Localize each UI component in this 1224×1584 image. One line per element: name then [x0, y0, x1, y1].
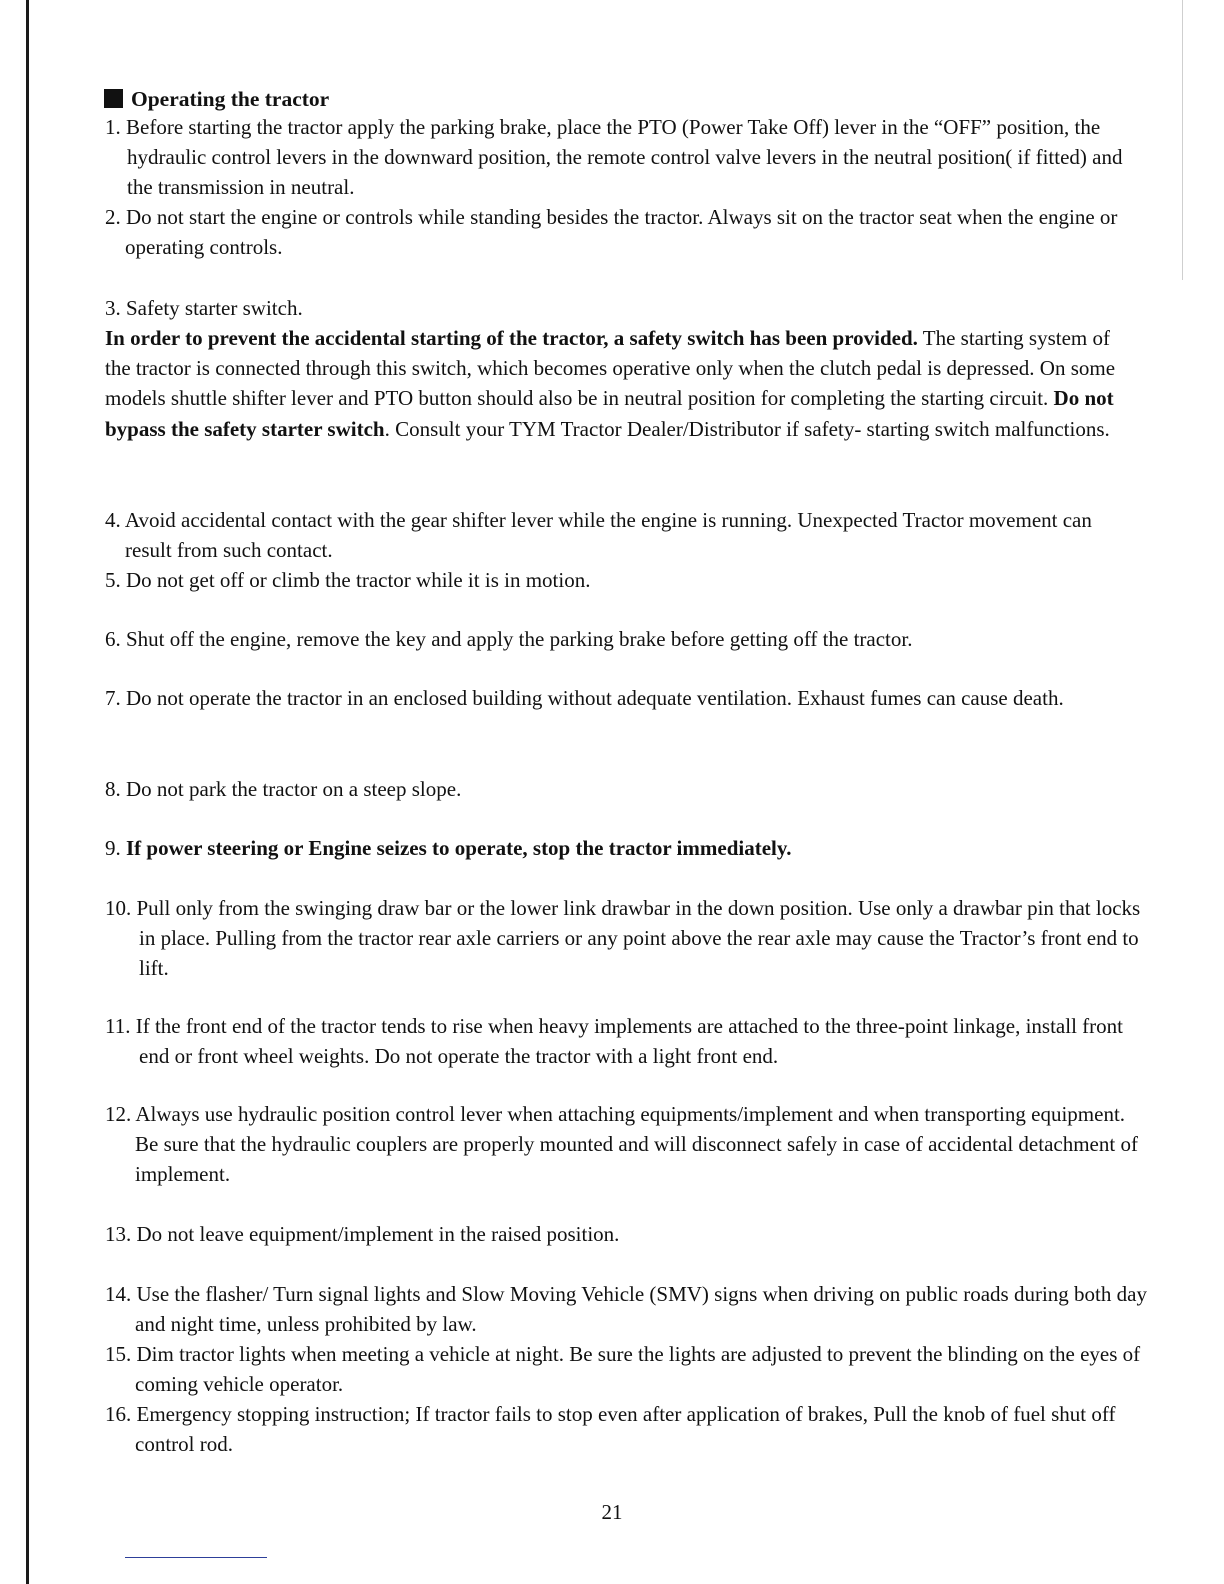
item-number: 5.: [105, 568, 121, 592]
scan-left-edge: [26, 0, 29, 1584]
item-number: 4.: [105, 508, 121, 532]
section-heading: [104, 84, 329, 114]
square-bullet-icon: [104, 89, 123, 108]
list-item-2: [105, 202, 1143, 262]
list-item-10: [105, 893, 1157, 984]
item-number: 11.: [105, 1014, 131, 1038]
list-item-3: [105, 293, 1143, 323]
item-text: Avoid accidental contact with the gear shifter lever while the engine is running. Unexpected Tractor movement can result from such contact.: [124, 508, 1092, 563]
item-text: Pull only from the swinging draw bar or the lower link drawbar in the down position. Use only a drawbar pin that locks in place. Pulling from the tractor rear axle carriers or any point above the rear axle may cause the Tractor’s front end to lift.: [136, 896, 1141, 981]
footer-rule: [125, 1557, 267, 1558]
list-item-8: [105, 774, 1143, 804]
list-item-13: [105, 1219, 1153, 1249]
safety-bold-sentence: In order to prevent the accidental starting of the tractor, a safety switch has been provided.: [105, 326, 918, 350]
scan-right-edge: [1182, 0, 1183, 280]
item-number: 1.: [105, 115, 121, 139]
item-text: Shut off the engine, remove the key and apply the parking brake before getting off the tractor.: [126, 627, 913, 651]
item-number: 13.: [105, 1222, 132, 1246]
item-number: 14.: [105, 1282, 132, 1306]
safety-switch-paragraph: [105, 323, 1123, 444]
item-number: 16.: [105, 1402, 132, 1426]
item-text: If the front end of the tractor tends to rise when heavy implements are attached to the three-point linkage, install front end or front wheel weights. Do not operate the tractor with a light front end.: [135, 1014, 1123, 1069]
item-number: 6.: [105, 627, 121, 651]
item-number: 3.: [105, 296, 121, 320]
item-text: Always use hydraulic position control lever when attaching equipments/implement and when transporting equipment. Be sure that the hydraulic couplers are properly mounted and will disconnect safely in case of accidental detachment of implement.: [135, 1102, 1138, 1187]
list-item-12: [105, 1099, 1153, 1190]
list-item-16: [105, 1399, 1153, 1459]
item-text: Do not get off or climb the tractor while it is in motion.: [126, 568, 591, 592]
safety-text-2: . Consult your TYM Tractor Dealer/Distributor if safety- starting switch malfunctions.: [384, 416, 1110, 441]
item-text: Do not leave equipment/implement in the raised position.: [136, 1222, 620, 1246]
item-text: Use the flasher/ Turn signal lights and Slow Moving Vehicle (SMV) signs when driving on public roads during both day and night time, unless prohibited by law.: [135, 1282, 1147, 1337]
list-item-11: [105, 1011, 1157, 1071]
item-text: Emergency stopping instruction; If tractor fails to stop even after application of brakes, Pull the knob of fuel shut off control rod.: [135, 1402, 1116, 1457]
list-item-7: [105, 683, 1143, 713]
item-number: 12.: [105, 1102, 132, 1126]
item-number: 15.: [105, 1342, 132, 1366]
item-text: Dim tractor lights when meeting a vehicle at night. Be sure the lights are adjusted to prevent the blinding on the eyes of coming vehicle operator.: [135, 1342, 1141, 1397]
item-number: 7.: [105, 686, 121, 710]
page-number: 21: [601, 1500, 623, 1524]
list-item-1: [105, 112, 1145, 203]
section-heading-text: Operating the tractor: [131, 87, 330, 111]
item-number: 2.: [105, 205, 121, 229]
item-number: 9.: [105, 836, 121, 860]
safety-bold-warning: Do not bypass the safety starter switch: [105, 386, 1114, 441]
safety-text-1: The starting system of the tractor is connected through this switch, which becomes operative only when the clutch pedal is depressed. On some models shuttle shifter lever and PTO button should also be in neutral position for completing the starting circuit.: [105, 326, 1116, 411]
item-text: Do not park the tractor on a steep slope.: [126, 777, 462, 801]
item-text: Do not start the engine or controls while standing besides the tractor. Always sit on the tractor seat when the engine or operating controls.: [125, 205, 1118, 260]
item-text: Safety starter switch.: [126, 296, 303, 320]
list-item-5: [105, 565, 1143, 595]
list-item-4: [105, 505, 1143, 565]
list-item-9: [105, 833, 1143, 863]
item-number: 8.: [105, 777, 121, 801]
list-item-6: [105, 624, 1143, 654]
item-text: Before starting the tractor apply the parking brake, place the PTO (Power Take Off) lever in the “OFF” position, the hydraulic control levers in the downward position, the remote control valve levers in the neutral position( if fitted) and the transmission in neutral.: [126, 115, 1123, 200]
list-item-14: [105, 1279, 1153, 1339]
list-item-15: [105, 1339, 1153, 1399]
item-text-bold: If power steering or Engine seizes to operate, stop the tractor immediately.: [126, 836, 792, 860]
item-text: Do not operate the tractor in an enclosed building without adequate ventilation. Exhaust fumes can cause death.: [126, 686, 1064, 710]
item-number: 10.: [105, 896, 132, 920]
